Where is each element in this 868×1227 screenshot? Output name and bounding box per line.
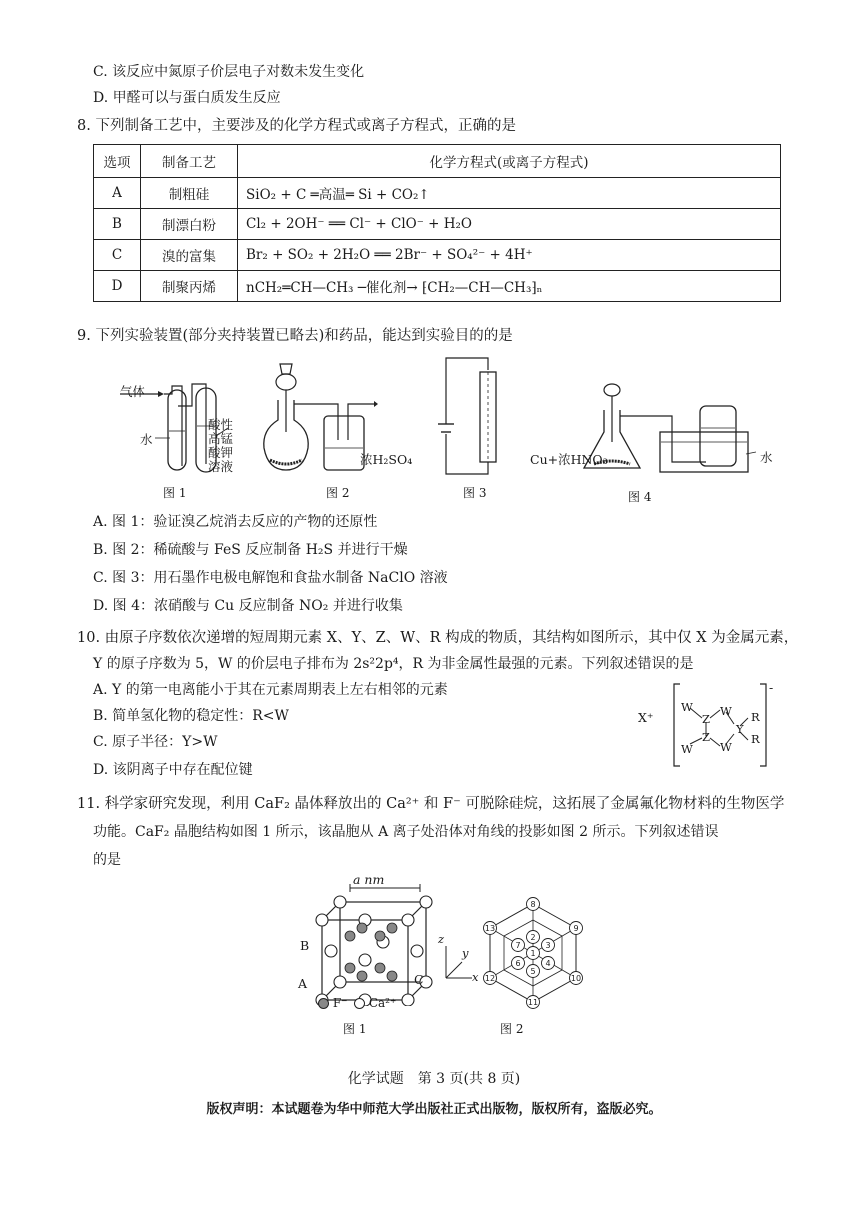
caption-q11-fig2: 图 2 [500, 1022, 524, 1036]
legend-ca: Ca²⁺ [354, 996, 396, 1010]
header-equation: 化学方程式(或离子方程式) [238, 145, 781, 178]
node-8: 8 [530, 900, 536, 909]
q8-table [93, 144, 781, 302]
q10-stem-1: 10. 由原子序数依次递增的短周期元素 X、Y、Z、W、R 构成的物质，其结构如图所示，其中仅 X 为金属元素， [77, 630, 799, 646]
row-process: 制漂白粉 [141, 209, 238, 240]
struct-atom: Y [736, 722, 744, 736]
label-cu-hno3: Cu+浓HNO₃ [530, 452, 608, 467]
legend-f: F⁻ [318, 996, 348, 1010]
struct-atom: R [751, 710, 760, 724]
label-c: C [414, 972, 424, 987]
caption-fig4: 图 4 [628, 490, 652, 504]
row-equation: Br₂ + SO₂ + 2H₂O ══ 2Br⁻ + SO₄²⁻ + 4H⁺ [238, 240, 781, 271]
node-2: 2 [530, 933, 536, 942]
node-11: 11 [527, 998, 539, 1007]
label-kmno4: 酸性 高锰 酸钾 溶液 [208, 417, 234, 474]
label-water-2: 水 [760, 450, 773, 465]
q9-option-c: C. 图 3：用石墨作电极电解饱和食盐水制备 NaClO 溶液 [93, 570, 448, 586]
label-b: B [300, 938, 310, 953]
q10-option-a: A. Y 的第一电离能小于其在元素周期表上左右相邻的元素 [93, 682, 448, 698]
struct-atom: Z [702, 712, 710, 726]
node-1: 1 [530, 949, 536, 958]
struct-atom: Z [702, 730, 710, 744]
q9-option-b: B. 图 2：稀硫酸与 FeS 反应制备 H₂S 并进行干燥 [93, 542, 408, 558]
table-row [94, 240, 781, 271]
row-option: A [94, 178, 141, 209]
label-a: A [298, 976, 308, 991]
row-process: 制聚丙烯 [141, 271, 238, 302]
table-row [94, 271, 781, 302]
q7-option-c: C. 该反应中氮原子价层电子对数未发生变化 [93, 64, 365, 80]
q9-figure-3 [426, 354, 516, 478]
node-5: 5 [530, 967, 536, 976]
caption-fig2: 图 2 [326, 486, 350, 500]
node-7: 7 [515, 941, 521, 950]
q9-option-d: D. 图 4：浓硝酸与 Cu 反应制备 NO₂ 并进行收集 [93, 598, 403, 614]
struct-atom: R [751, 732, 760, 746]
q11-stem-3: 的是 [93, 852, 121, 868]
row-option: D [94, 271, 141, 302]
struct-charge: - [769, 680, 774, 695]
struct-cation: X⁺ [638, 710, 654, 725]
row-process: 溴的富集 [141, 240, 238, 271]
q10-stem-2: Y 的原子序数为 5，W 的价层电子排布为 2s²2p⁴，R 为非金属性最强的元素。下列叙述错误的是 [93, 656, 694, 672]
q10-option-d: D. 该阴离子中存在配位键 [93, 762, 253, 778]
row-equation: Cl₂ + 2OH⁻ ══ Cl⁻ + ClO⁻ + H₂O [238, 209, 781, 240]
q10-option-c: C. 原子半径：Y>W [93, 734, 218, 750]
q9-option-a: A. 图 1：验证溴乙烷消去反应的产物的还原性 [93, 514, 378, 530]
q11-figure-1-cell [300, 884, 440, 1006]
copyright-notice: 版权声明：本试题卷为华中师范大学出版社正式出版物，版权所有，盗版必究。 [206, 1102, 662, 1117]
row-option: C [94, 240, 141, 271]
label-a-nm: a nm [353, 872, 385, 887]
table-row [94, 209, 781, 240]
table-header-row [94, 145, 781, 178]
row-process: 制粗硅 [141, 178, 238, 209]
page-footer: 化学试题 第 3 页(共 8 页) [347, 1071, 521, 1087]
q10-option-b: B. 简单氢化物的稳定性：R<W [93, 708, 289, 724]
label-gas: 气体 [120, 384, 146, 399]
node-4: 4 [545, 959, 551, 968]
table-row [94, 178, 781, 209]
label-water: 水 [140, 432, 153, 447]
caption-fig1: 图 1 [163, 486, 187, 500]
node-10: 10 [570, 974, 582, 983]
q11-stem-2: 功能。CaF₂ 晶胞结构如图 1 所示，该晶胞从 A 离子处沿体对角线的投影如图 2 所示。下列叙述错误 [93, 824, 719, 840]
label-h2so4: 浓H₂SO₄ [360, 452, 413, 467]
node-6: 6 [515, 959, 521, 968]
node-9: 9 [573, 924, 579, 933]
caption-fig3: 图 3 [463, 486, 487, 500]
struct-atom: W [681, 700, 693, 714]
q8-stem: 8. 下列制备工艺中，主要涉及的化学方程式或离子方程式，正确的是 [77, 118, 516, 134]
filled-circle-icon [318, 998, 329, 1009]
row-equation: SiO₂ + C ═高温═ Si + CO₂↑ [238, 178, 781, 209]
row-equation: nCH₂═CH—CH₃ ─催化剂→ ⁅CH₂—CH—CH₃⁆ₙ [238, 271, 781, 302]
header-option: 选项 [94, 145, 141, 178]
node-12: 12 [484, 974, 496, 983]
node-13: 13 [484, 924, 496, 933]
struct-atom: W [681, 742, 693, 756]
axis-z-label: z [438, 932, 445, 946]
node-3: 3 [545, 941, 551, 950]
axis-y-label: y [462, 946, 469, 960]
struct-atom: W [720, 704, 732, 718]
axis-x-label: x [472, 970, 479, 984]
header-process: 制备工艺 [141, 145, 238, 178]
struct-atom: W [720, 740, 732, 754]
q11-figure-2-projection [478, 894, 588, 1012]
row-option: B [94, 209, 141, 240]
q9-stem: 9. 下列实验装置(部分夹持装置已略去)和药品，能达到实验目的的是 [77, 328, 513, 344]
open-circle-icon [354, 998, 365, 1009]
caption-q11-fig1: 图 1 [343, 1022, 367, 1036]
q7-option-d: D. 甲醛可以与蛋白质发生反应 [93, 90, 281, 106]
q11-stem-1: 11. 科学家研究发现，利用 CaF₂ 晶体释放出的 Ca²⁺ 和 F⁻ 可脱除硅烷，这拓展了金属氟化物材料的生物医学 [77, 796, 785, 812]
